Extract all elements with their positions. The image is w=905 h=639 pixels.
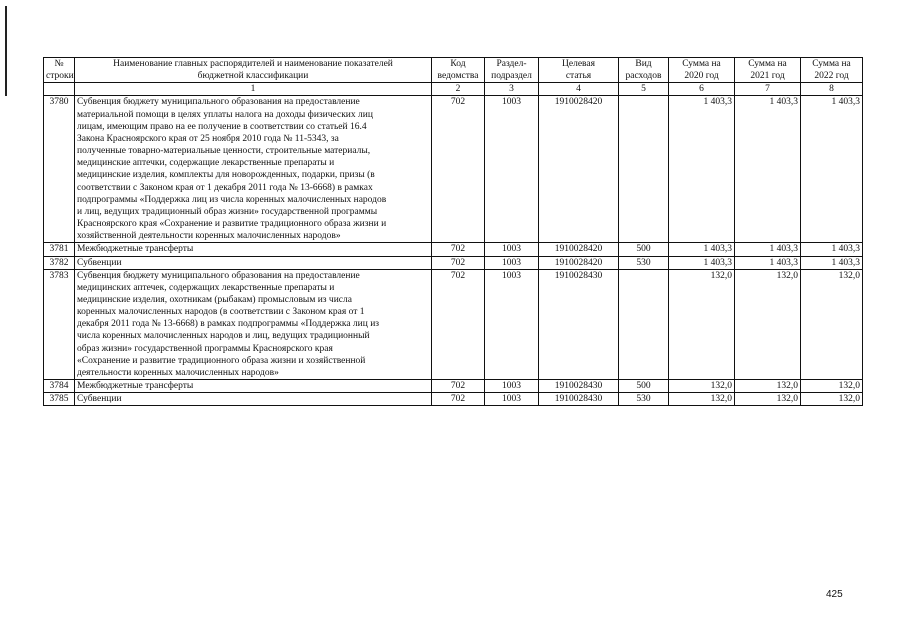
row-section: 1003 — [485, 393, 539, 406]
row-section: 1003 — [485, 96, 539, 243]
budget-table — [43, 57, 863, 406]
row-sum-2020: 1 403,3 — [669, 256, 735, 269]
row-name: Межбюджетные трансферты — [75, 243, 432, 256]
table-row — [44, 393, 863, 406]
column-number: 2 — [432, 83, 485, 96]
table-header-row — [44, 58, 863, 83]
table-row — [44, 269, 863, 379]
row-expense-type — [619, 269, 669, 379]
row-sum-2020: 132,0 — [669, 269, 735, 379]
row-line-number: 3781 — [44, 243, 75, 256]
row-sum-2020: 1 403,3 — [669, 96, 735, 243]
column-number: 7 — [735, 83, 801, 96]
column-number: 6 — [669, 83, 735, 96]
row-target-article: 1910028420 — [539, 256, 619, 269]
row-sum-2021: 1 403,3 — [735, 243, 801, 256]
row-dept-code: 702 — [432, 96, 485, 243]
header-target-article: Целевая статья — [539, 58, 619, 83]
row-sum-2020: 1 403,3 — [669, 243, 735, 256]
row-expense-type: 530 — [619, 393, 669, 406]
row-line-number: 3782 — [44, 256, 75, 269]
row-line-number: 3780 — [44, 96, 75, 243]
row-dept-code: 702 — [432, 256, 485, 269]
row-dept-code: 702 — [432, 393, 485, 406]
row-dept-code: 702 — [432, 380, 485, 393]
row-sum-2022: 132,0 — [801, 393, 863, 406]
row-dept-code: 702 — [432, 243, 485, 256]
column-number-row — [44, 83, 863, 96]
row-target-article: 1910028420 — [539, 243, 619, 256]
row-sum-2021: 132,0 — [735, 380, 801, 393]
row-expense-type: 500 — [619, 243, 669, 256]
row-line-number: 3783 — [44, 269, 75, 379]
row-section: 1003 — [485, 256, 539, 269]
row-sum-2020: 132,0 — [669, 380, 735, 393]
table-row — [44, 96, 863, 243]
row-sum-2020: 132,0 — [669, 393, 735, 406]
row-sum-2021: 1 403,3 — [735, 256, 801, 269]
row-expense-type: 500 — [619, 380, 669, 393]
column-number — [44, 83, 75, 96]
header-sum-2021: Сумма на 2021 год — [735, 58, 801, 83]
column-number: 5 — [619, 83, 669, 96]
row-target-article: 1910028420 — [539, 96, 619, 243]
row-sum-2021: 1 403,3 — [735, 96, 801, 243]
header-dept-code: Код ведомства — [432, 58, 485, 83]
row-name: Субвенции — [75, 393, 432, 406]
header-sum-2022: Сумма на 2022 год — [801, 58, 863, 83]
header-expense-type: Вид расходов — [619, 58, 669, 83]
table-row — [44, 256, 863, 269]
row-name: Межбюджетные трансферты — [75, 380, 432, 393]
column-number: 3 — [485, 83, 539, 96]
row-expense-type — [619, 96, 669, 243]
header-section: Раздел- подраздел — [485, 58, 539, 83]
row-target-article: 1910028430 — [539, 380, 619, 393]
row-section: 1003 — [485, 380, 539, 393]
header-line-number: № строки — [44, 58, 75, 83]
row-line-number: 3784 — [44, 380, 75, 393]
column-number: 4 — [539, 83, 619, 96]
table-row — [44, 243, 863, 256]
scan-edge-line — [5, 6, 7, 96]
column-number: 1 — [75, 83, 432, 96]
row-name: Субвенции — [75, 256, 432, 269]
row-sum-2022: 132,0 — [801, 269, 863, 379]
row-sum-2022: 1 403,3 — [801, 256, 863, 269]
row-target-article: 1910028430 — [539, 393, 619, 406]
row-sum-2022: 132,0 — [801, 380, 863, 393]
table-row — [44, 380, 863, 393]
row-name: Субвенция бюджету муниципального образования на предоставление медицинских аптечек, содержащих лекарственные препараты и медицинские изделия, охотникам (рыбакам) промысловым из числа коренных малочисленных народов (в соответствии с Законом края от 1 декабря 2011 года № 13-6668) в рамках подпрограммы «Поддержка лиц из числа коренных малочисленных народов и лиц, ведущих традиционный образ жизни» государственной программы Красноярского края «Сохранение и развитие традиционного образа жизни и хозяйственной деятельности коренных малочисленных народов» — [75, 269, 432, 379]
column-number: 8 — [801, 83, 863, 96]
row-sum-2022: 1 403,3 — [801, 96, 863, 243]
header-name: Наименование главных распорядителей и наименование показателей бюджетной классификации — [75, 58, 432, 83]
page-number: 425 — [826, 589, 843, 600]
row-target-article: 1910028430 — [539, 269, 619, 379]
row-sum-2021: 132,0 — [735, 393, 801, 406]
row-line-number: 3785 — [44, 393, 75, 406]
header-sum-2020: Сумма на 2020 год — [669, 58, 735, 83]
row-sum-2022: 1 403,3 — [801, 243, 863, 256]
row-section: 1003 — [485, 269, 539, 379]
row-sum-2021: 132,0 — [735, 269, 801, 379]
row-dept-code: 702 — [432, 269, 485, 379]
row-expense-type: 530 — [619, 256, 669, 269]
row-section: 1003 — [485, 243, 539, 256]
row-name: Субвенция бюджету муниципального образования на предоставление материальной помощи в целях уплаты налога на доходы физических лиц лицам, имеющим право на ее получение в соответствии со статьей 16.4 Закона Красноярского края от 25 ноября 2010 года № 11-5343, за полученные товарно-материальные ценности, строительные материалы, медицинские аптечки, содержащие лекарственные препараты и медицинские изделия, комплекты для новорожденных, подарки, призы (в соответствии с Законом края от 1 декабря 2011 года № 13-6668) в рамках подпрограммы «Поддержка лиц из числа коренных малочисленных народов и лиц, ведущих традиционный образ жизни» государственной программы Красноярского края «Сохранение и развитие традиционного образа жизни и хозяйственной деятельности коренных малочисленных народов» — [75, 96, 432, 243]
